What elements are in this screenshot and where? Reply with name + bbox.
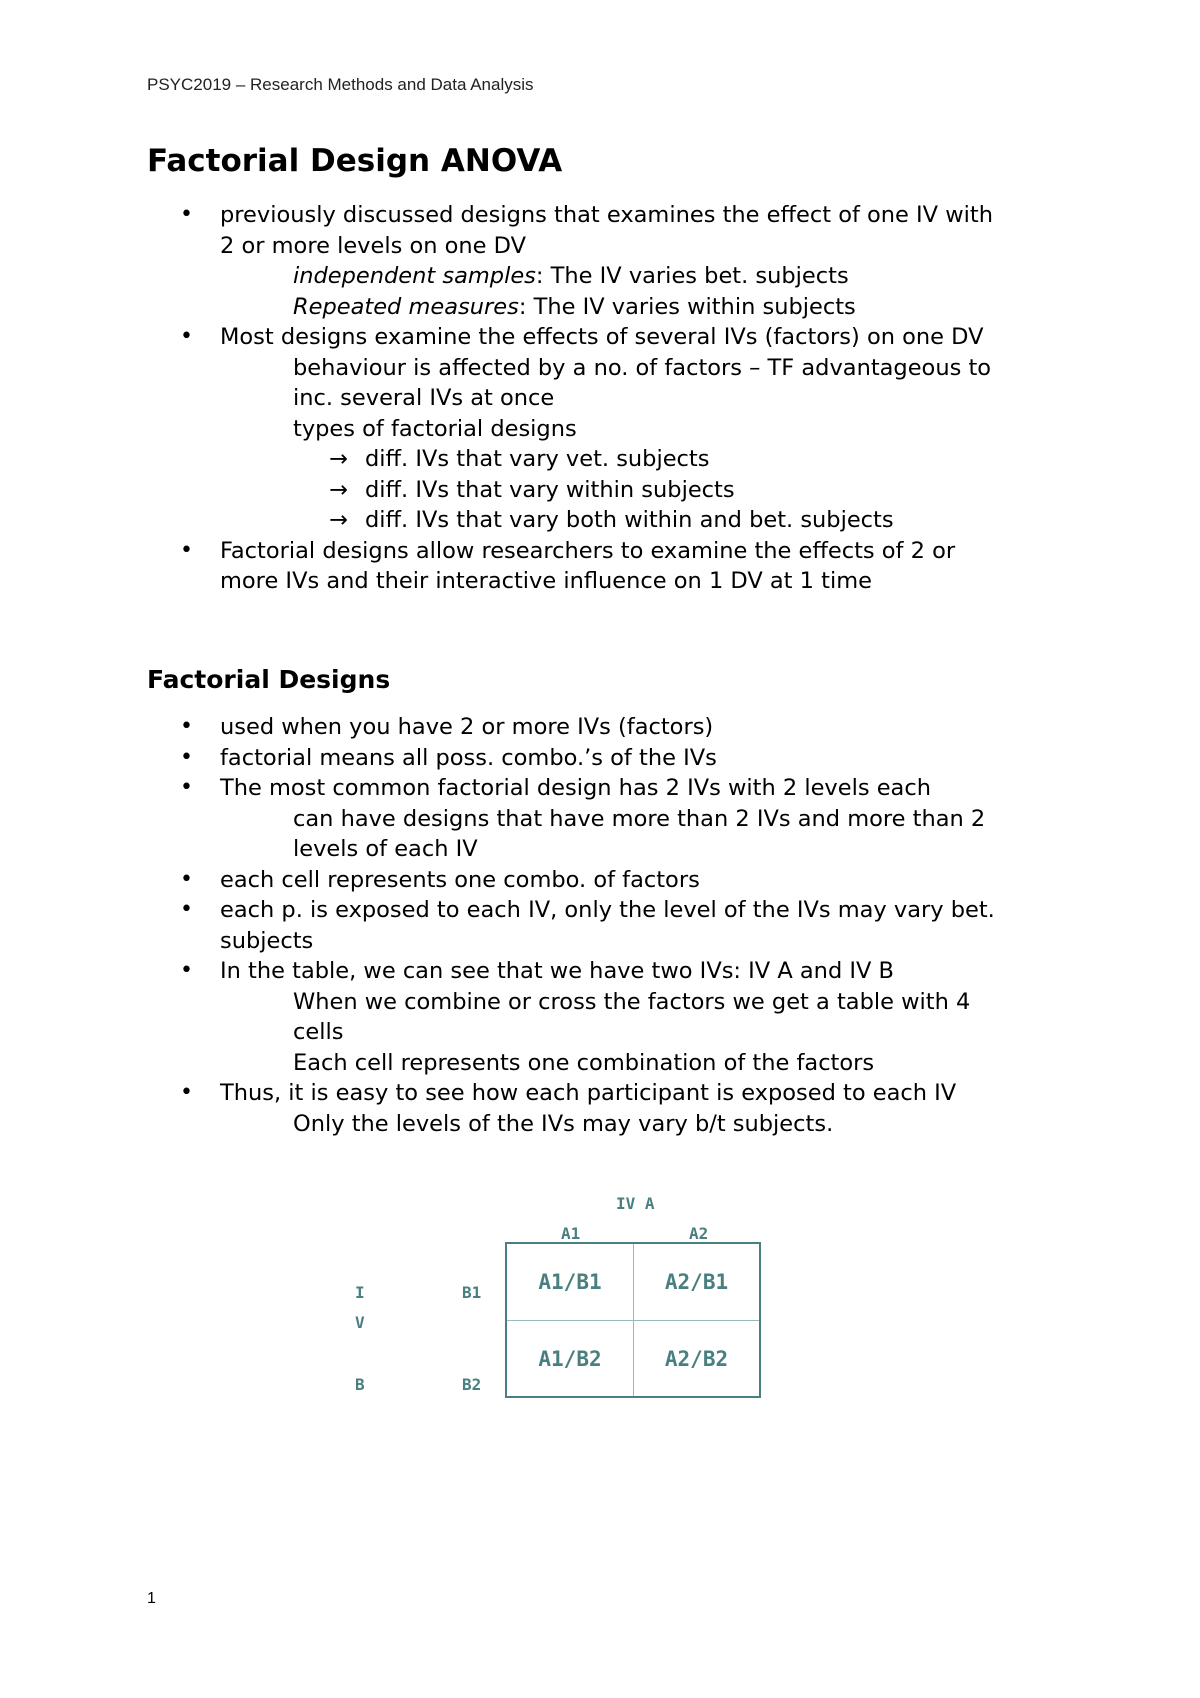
arrow-item-text: diff. IVs that vary vet. subjects xyxy=(365,446,710,472)
level-b1-label: B1 xyxy=(462,1283,482,1302)
sub-item xyxy=(147,292,1077,323)
list-item: • In the table, we can see that we have two IVs: IV A and IV B xyxy=(147,956,1077,987)
iv-a-label: IV A xyxy=(616,1194,655,1213)
iv-b-letter: V xyxy=(355,1313,365,1332)
grid-cell: A1/B1 xyxy=(538,1270,602,1294)
level-a2-label: A2 xyxy=(689,1224,709,1243)
arrow-item xyxy=(147,505,1077,536)
sub-item: can have designs that have more than 2 IVs and more than 2 xyxy=(293,805,986,832)
list-item: • The most common factorial design has 2 IVs with 2 levels each xyxy=(147,773,1077,804)
list-item xyxy=(147,536,1077,597)
grid-cell: A2/B2 xyxy=(633,1320,759,1396)
list-item-text: 2 or more levels on one DV xyxy=(220,232,526,259)
right-arrow-icon: → xyxy=(329,476,348,503)
section1-list xyxy=(147,200,1077,597)
page-title: Factorial Design ANOVA xyxy=(147,143,563,179)
sub-item xyxy=(147,261,1077,292)
iv-b-letter: B xyxy=(355,1375,365,1394)
list-item-text: Factorial designs allow researchers to examine the effects of 2 or xyxy=(220,537,956,564)
sub-item-text: : The IV varies within subjects xyxy=(518,293,856,320)
right-arrow-icon: → xyxy=(329,507,348,533)
sub-item: levels of each IV xyxy=(293,836,478,862)
term-emphasis: Repeated measures xyxy=(293,293,519,320)
list-item-text: more IVs and their interactive influence on 1 DV at 1 time xyxy=(220,568,872,594)
sub-item: cells xyxy=(293,1019,344,1045)
list-item: • Most designs examine the effects of several IVs (factors) on one DV xyxy=(147,322,1077,353)
term-emphasis: independent samples xyxy=(293,263,536,289)
sub-item: types of factorial designs xyxy=(293,415,577,442)
sub-item-text: : The IV varies bet. subjects xyxy=(535,263,849,289)
sub-item: Only the levels of the IVs may vary b/t subjects. xyxy=(293,1110,834,1137)
list-item xyxy=(147,200,1077,261)
right-arrow-icon: → xyxy=(329,446,348,472)
arrow-item-text: diff. IVs that vary both within and bet. subjects xyxy=(365,507,894,533)
page-header: PSYC2019 – Research Methods and Data Analysis xyxy=(147,75,534,94)
sub-item: When we combine or cross the factors we get a table with 4 xyxy=(293,988,971,1015)
list-item: • each cell represents one combo. of factors xyxy=(147,865,1077,896)
sub-item: Each cell represents one combination of the factors xyxy=(293,1049,875,1076)
factorial-grid xyxy=(505,1242,761,1398)
grid-cell: A1/B2 xyxy=(507,1320,633,1396)
section-title: Factorial Designs xyxy=(147,665,391,694)
arrow-item xyxy=(147,475,1077,506)
list-item: • Thus, it is easy to see how each participant is exposed to each IV xyxy=(147,1078,1077,1109)
level-a1-label: A1 xyxy=(561,1224,581,1243)
arrow-item xyxy=(147,444,1077,475)
list-item-text: previously discussed designs that examines the effect of one IV with xyxy=(220,202,993,228)
sub-item: inc. several IVs at once xyxy=(293,385,555,411)
level-b2-label: B2 xyxy=(462,1375,482,1394)
list-item: • factorial means all poss. combo.’s of the IVs xyxy=(147,743,1077,774)
list-item-text: each p. is exposed to each IV, only the level of the IVs may vary bet. xyxy=(220,897,995,923)
list-item xyxy=(147,895,1077,956)
arrow-item-text: diff. IVs that vary within subjects xyxy=(365,476,735,503)
iv-b-letter: I xyxy=(355,1283,365,1302)
section2-list xyxy=(147,712,1077,1139)
list-item: • used when you have 2 or more IVs (factors) xyxy=(147,712,1077,743)
sub-item: behaviour is affected by a no. of factors – TF advantageous to xyxy=(293,354,992,381)
list-item-text: subjects xyxy=(220,927,314,954)
page-number: 1 xyxy=(147,1590,156,1607)
grid-cell: A2/B1 xyxy=(633,1244,759,1320)
